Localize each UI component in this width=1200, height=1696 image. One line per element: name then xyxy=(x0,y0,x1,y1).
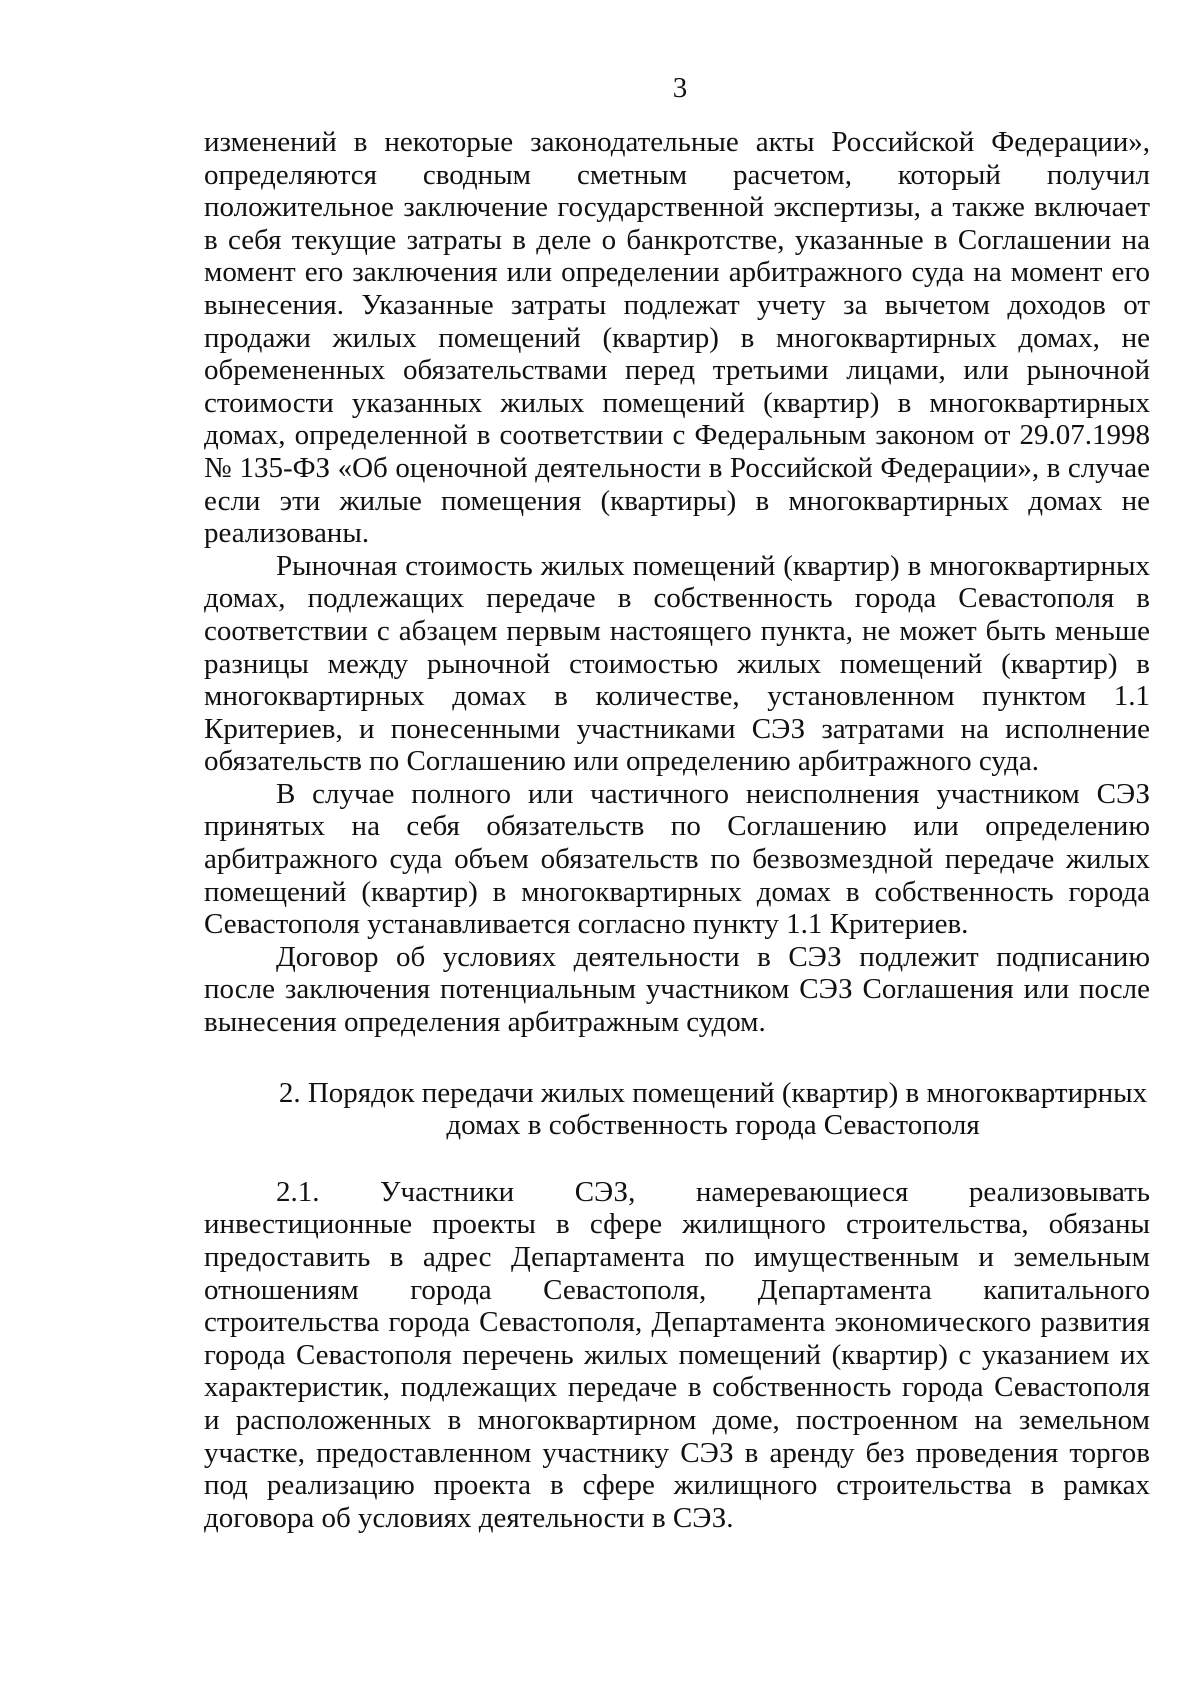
section-heading-line-1: 2. Порядок передачи жилых помещений (квартир) в многоквартирных xyxy=(278,1076,1148,1109)
paragraph-2-1: 2.1. Участники СЭЗ, намеревающиеся реализовывать инвестиционные проекты в сфере жилищного строительства, обязаны предоставить в адрес Департамента по имущественным и земельным отношениям города Севастополя, Департамента капитального строительства города Севастополя, Департамента экономического развития города Севастополя перечень жилых помещений (квартир) с указанием их характеристик, подлежащих передаче в собственность города Севастополя и расположенных в многоквартирном доме, построенном на земельном участке, предоставленном участнику СЭЗ в аренду без проведения торгов под реализацию проекта в сфере жилищного строительства в рамках договора об условиях деятельности в СЭЗ. xyxy=(204,1175,1150,1534)
section-heading xyxy=(204,1077,1150,1142)
document-body xyxy=(204,126,1150,1534)
paragraph-contract-signing: Договор об условиях деятельности в СЭЗ подлежит подписанию после заключения потенциальным участником СЭЗ Соглашения или после вынесения определения арбитражным судом. xyxy=(204,940,1150,1039)
paragraph-market-value: Рыночная стоимость жилых помещений (квартир) в многоквартирных домах, подлежащих передаче в собственность города Севастополя в соответствии с абзацем первым настоящего пункта, не может быть меньше разницы между рыночной стоимостью жилых помещений (квартир) в многоквартирных домах в количестве, установленном пунктом 1.1 Критериев, и понесенными участниками СЭЗ затратами на исполнение обязательств по Соглашению или определению арбитражного суда. xyxy=(204,549,1150,778)
paragraph-non-fulfillment: В случае полного или частичного неисполнения участником СЭЗ принятых на себя обязательств по Соглашению или определению арбитражного суда объем обязательств по безвозмездной передаче жилых помещений (квартир) в многоквартирных домах в собственность города Севастополя устанавливается согласно пункту 1.1 Критериев. xyxy=(204,777,1150,941)
paragraph-continuation: изменений в некоторые законодательные акты Российской Федерации», определяются сводным сметным расчетом, который получил положительное заключение государственной экспертизы, а также включает в себя текущие затраты в деле о банкротстве, указанные в Соглашении на момент его заключения или определении арбитражного суда на момент его вынесения. Указанные затраты подлежат учету за вычетом доходов от продажи жилых помещений (квартир) в многоквартирных домах, не обремененных обязательствами перед третьими лицами, или рыночной стоимости указанных жилых помещений (квартир) в многоквартирных домах, определенной в соответствии с Федеральным законом от 29.07.1998 № 135-ФЗ «Об оценочной деятельности в Российской Федерации», в случае если эти жилые помещения (квартиры) в многоквартирных домах не реализованы. xyxy=(204,126,1150,550)
page-number: 3 xyxy=(672,72,688,104)
section-heading-line-2: домах в собственность города Севастополя xyxy=(446,1109,980,1142)
